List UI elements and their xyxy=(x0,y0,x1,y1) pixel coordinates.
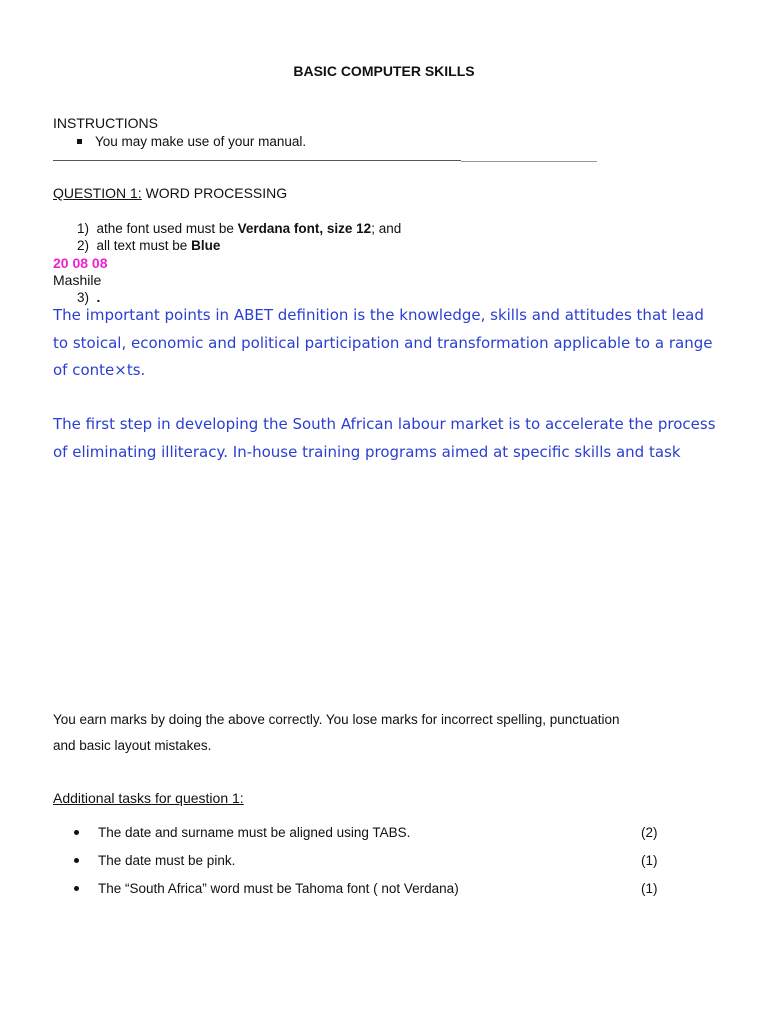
additional-task-item xyxy=(74,825,674,840)
item-number: 2) xyxy=(77,238,90,253)
additional-task-item xyxy=(74,853,674,868)
question1-topic: WORD PROCESSING xyxy=(141,185,288,201)
task-marks: (2) xyxy=(641,825,658,840)
item-number: 1) xyxy=(77,221,90,236)
additional-tasks-heading: Additional tasks for question 1: xyxy=(53,790,244,806)
additional-task-item xyxy=(74,881,674,896)
task-text: The date and surname must be aligned using TABS. xyxy=(98,825,411,840)
document-title: BASIC COMPUTER SKILLS xyxy=(293,63,475,79)
question1-label: QUESTION 1: xyxy=(53,185,142,201)
horizontal-rule xyxy=(53,160,461,161)
date-text: 20 08 08 xyxy=(53,255,108,271)
item-number: 3) xyxy=(77,290,90,305)
round-bullet-icon xyxy=(74,830,79,835)
task-marks: (1) xyxy=(641,881,658,896)
question1-heading xyxy=(53,185,287,201)
marks-note-line-2: and basic layout mistakes. xyxy=(53,738,212,753)
item-text-bold: . xyxy=(96,290,101,305)
surname-text: Mashile xyxy=(53,272,102,288)
task-marks: (1) xyxy=(641,853,658,868)
item-text-pre: all text must be xyxy=(96,238,192,253)
question1-item-2 xyxy=(77,238,220,253)
instructions-heading: INSTRUCTIONS xyxy=(53,115,158,131)
square-bullet-icon xyxy=(77,139,82,144)
horizontal-rule-extension xyxy=(461,161,597,162)
task-text: The “South Africa” word must be Tahoma font ( not Verdana) xyxy=(98,881,459,896)
task-text: The date must be pink. xyxy=(98,853,236,868)
blue-paragraph-2: The first step in developing the South African labour market is to accelerate the process of eliminating illiteracy. In-house training programs aimed at specific skills and task xyxy=(53,415,716,461)
item-text-post: ; and xyxy=(371,221,402,236)
marks-note-line-1: You earn marks by doing the above correctly. You lose marks for incorrect spelling, punctuation xyxy=(53,712,620,727)
item-text-pre: athe font used must be xyxy=(96,221,238,236)
round-bullet-icon xyxy=(74,886,79,891)
question1-item-1 xyxy=(77,221,401,236)
item-text-bold: Blue xyxy=(191,238,221,253)
instructions-bullet-text: You may make use of your manual. xyxy=(95,134,307,149)
instructions-bullet-item xyxy=(77,134,306,149)
round-bullet-icon xyxy=(74,858,79,863)
item-text-bold: Verdana font, size 12 xyxy=(237,221,372,236)
blue-paragraph-1: The important points in ABET definition is the knowledge, skills and attitudes that lead to stoical, economic and political participation and transformation applicable to a range of conte×ts. xyxy=(53,306,713,379)
